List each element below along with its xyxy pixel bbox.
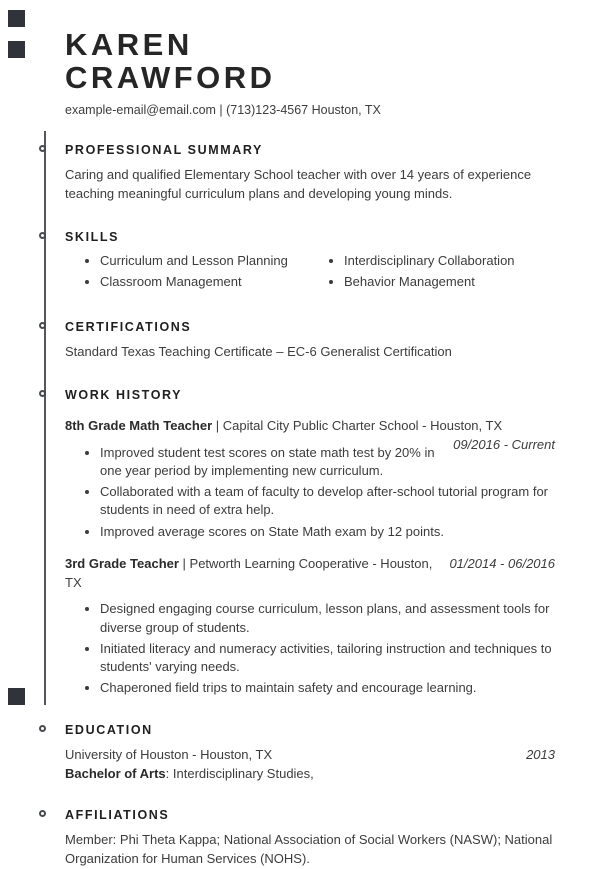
section-title-affiliations: AFFILIATIONS [65, 808, 170, 822]
timeline-marker-icon [39, 725, 46, 732]
contact-line: example-email@email.com | (713)123-4567 Houston, TX [65, 103, 381, 117]
job-entry [65, 555, 555, 698]
job-title [65, 555, 449, 593]
job-company: | Petworth Learning Cooperative - Houston, TX [65, 555, 433, 590]
job-role: 8th Grade Math Teacher [65, 417, 213, 433]
section-work-history [65, 388, 555, 697]
section-title-education: EDUCATION [65, 723, 153, 738]
education-year: 2013 [526, 747, 555, 763]
job-header [65, 555, 555, 593]
timeline-marker-icon [39, 322, 46, 329]
education-school-row [65, 746, 555, 765]
job-bullet: • Improved student test scores on state math test by 20% in one year period by implementing new curriculum. [100, 444, 447, 480]
job-bullet: • Chaperoned field trips to maintain safety and encourage learning. [100, 679, 555, 697]
section-title-work-history: WORK HISTORY [65, 387, 183, 402]
section-title-summary: PROFESSIONAL SUMMARY [65, 143, 263, 157]
job-header [65, 417, 555, 452]
summary-text: Caring and qualified Elementary School teacher with over 14 years of experience teaching meaningful curriculum plans and developing young minds. [65, 167, 532, 201]
section-title-skills: SKILLS [65, 229, 120, 244]
job-title [65, 418, 502, 433]
skill-item: • Curriculum and Lesson Planning [100, 252, 322, 270]
education-degree-field: : Interdisciplinary Studies, [165, 766, 314, 782]
skill-item: • Interdisciplinary Collaboration [344, 252, 555, 270]
candidate-first-name: KAREN [65, 27, 193, 62]
job-bullets [65, 444, 555, 541]
timeline-marker-icon [39, 810, 46, 817]
timeline-marker-icon [39, 390, 46, 397]
skills-column-2 [322, 252, 555, 294]
job-company: | Capital City Public Charter School - Houston, TX [215, 417, 503, 433]
job-bullet: • Designed engaging course curriculum, lesson plans, and assessment tools for diverse group of students. [100, 600, 555, 636]
candidate-name [65, 28, 555, 94]
job-dates: 09/2016 - Current [453, 436, 555, 452]
job-bullets [65, 600, 555, 697]
timeline-marker-icon [39, 232, 46, 239]
skills-columns [65, 244, 555, 294]
affiliations-text: Member: Phi Theta Kappa; National Association of Social Workers (NASW); National Organization for Human Services (NOHS). [65, 832, 553, 866]
candidate-last-name: CRAWFORD [65, 60, 276, 95]
job-bullet: • Improved average scores on State Math exam by 12 points. [100, 523, 555, 541]
section-affiliations [65, 808, 555, 869]
education-school: University of Houston - Houston, TX [65, 747, 273, 763]
section-skills [65, 230, 555, 294]
section-education [65, 723, 555, 784]
timeline-marker-icon [39, 145, 46, 152]
education-degree-name: Bachelor of Arts [65, 766, 166, 782]
resume-header [65, 28, 555, 117]
job-entry [65, 417, 555, 541]
education-degree [65, 765, 555, 784]
job-dates: 01/2014 - 06/2016 [449, 555, 555, 571]
skill-item: • Behavior Management [344, 273, 555, 291]
skill-item: • Classroom Management [100, 273, 322, 291]
section-professional-summary [65, 143, 555, 204]
job-bullet: • Initiated literacy and numeracy activities, tailoring instruction and techniques to students' varying needs. [100, 640, 555, 676]
certification-text: Standard Texas Teaching Certificate – EC-6 Generalist Certification [65, 344, 452, 360]
skills-column-1 [65, 252, 322, 294]
section-certifications [65, 320, 555, 362]
job-bullet: • Collaborated with a team of faculty to develop after-school tutorial program for students in need of extra help. [100, 483, 555, 519]
job-role: 3rd Grade Teacher [65, 555, 179, 571]
section-title-certifications: CERTIFICATIONS [65, 320, 192, 335]
